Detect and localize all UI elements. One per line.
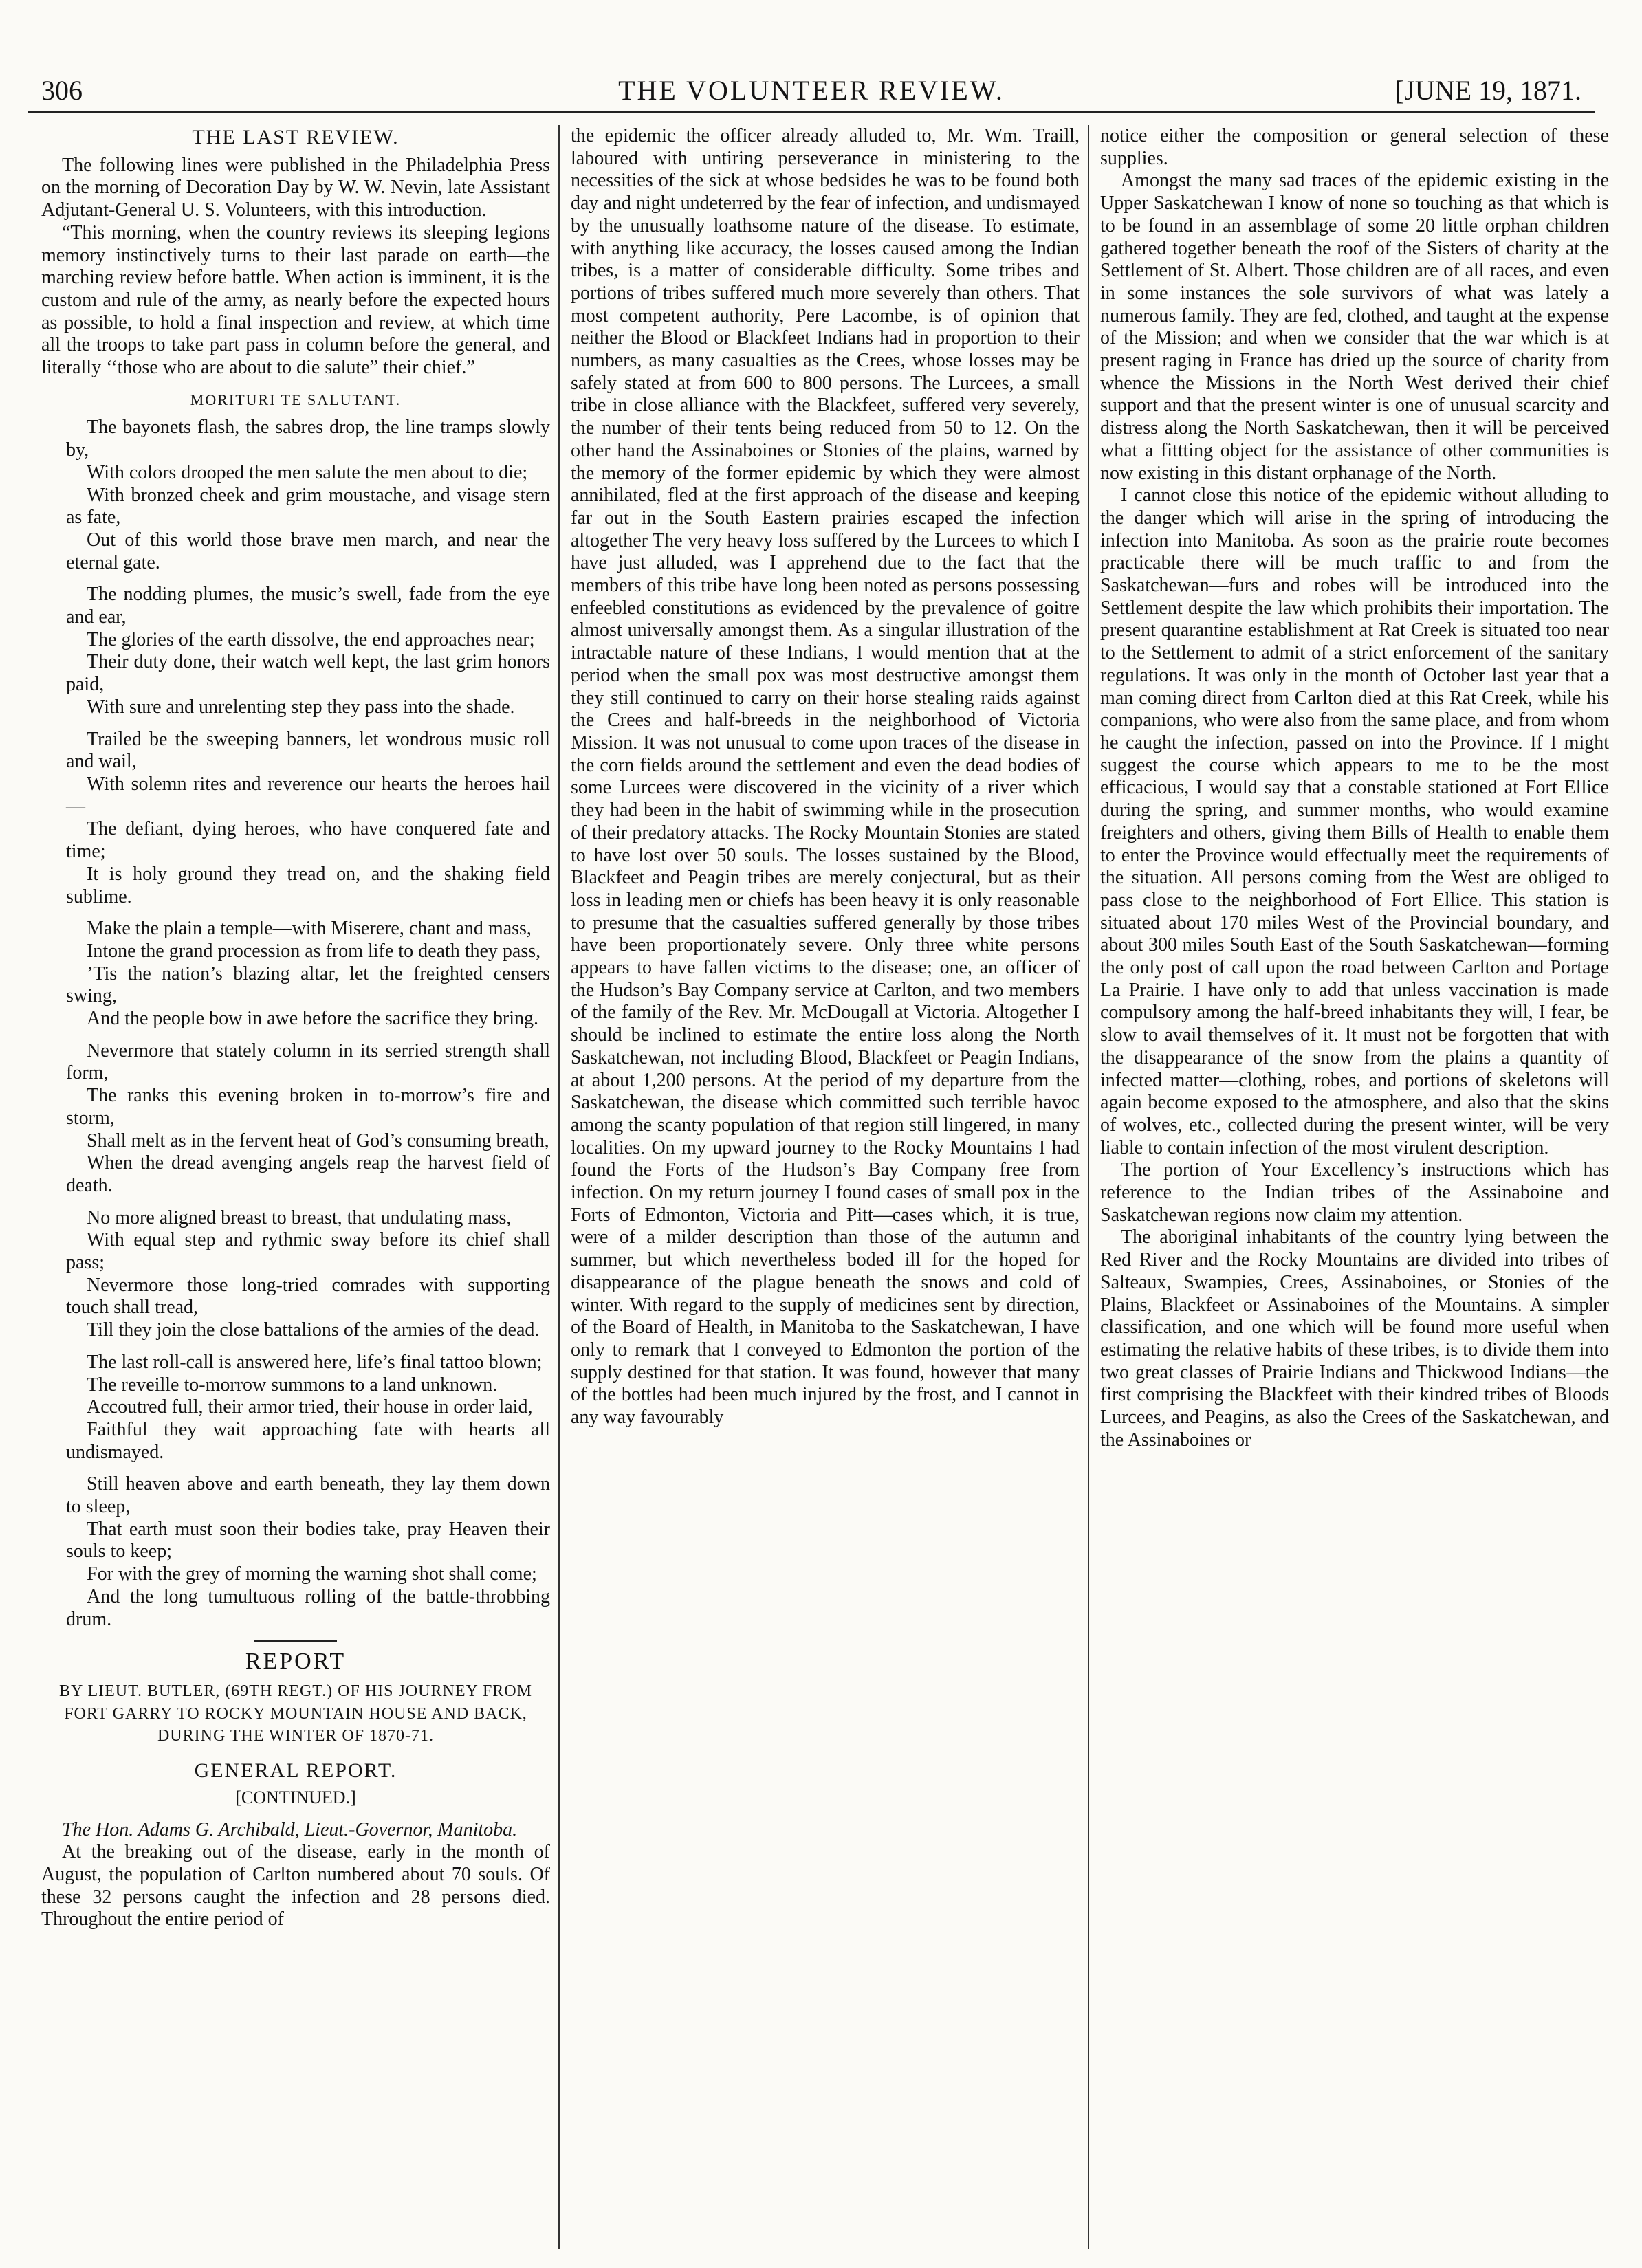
poem-line: It is holy ground they tread on, and the shaking field sublime. xyxy=(66,863,550,907)
poem-line: Nevermore that stately column in its serried strength shall form, xyxy=(66,1039,550,1084)
report-paragraph: Amongst the many sad traces of the epidemic existing in the Upper Saskatchewan I know of none so touching as that which is to be found in an assemblage of some 20 little orphan children gathered together beneath the roof of the Sisters of charity at the Settlement of St. Albert. Those children are of all races, and even in some instances the sole survivors of what was lately a numerous family. They are fed, clothed, and taught at the expense of the Mission; and when we consider that the war which is at present raging in France has dried up the source of charity from whence the Missions in the North West derived their chief support and that the present winter is one of unusual scarcity and distress along the North Saskatchewan, then it will be perceived what a fittting object for the assistance of other communities is now existing in this distant orphanage of the North. xyxy=(1100,170,1609,484)
poem-line: For with the grey of morning the warning shot shall come; xyxy=(87,1563,537,1585)
poem-line: Accoutred full, their armor tried, their house in order laid, xyxy=(87,1396,533,1418)
poem-stanza xyxy=(41,1040,550,1198)
column-2 xyxy=(571,125,1080,1429)
poem-line: And the people bow in awe before the sacrifice they bring. xyxy=(87,1008,538,1030)
poem-line: When the dread avenging angels reap the harvest field of death. xyxy=(66,1152,550,1196)
intro-paragraph: The following lines were published in the Philadelphia Press on the morning of Decoration Day by W. W. Nevin, late Assistant Adjutant-General U. S. Volunteers, with this introduction. xyxy=(41,154,550,221)
masthead-title: THE VOLUNTEER REVIEW. xyxy=(618,75,1005,106)
addressee: The Hon. Adams G. Archibald, Lieut.-Governor, Manitoba. xyxy=(62,1818,518,1840)
column-divider xyxy=(558,125,560,2249)
poem-line: The last roll-call is answered here, life’s final tattoo blown; xyxy=(87,1351,543,1373)
report-paragraph: At the breaking out of the disease, early in the month of August, the population of Carlton numbered about 70 souls. Of these 32 persons caught the infection and 28 persons died. Throughout the entire period of xyxy=(41,1841,550,1930)
poem-line: The defiant, dying heroes, who have conquered fate and time; xyxy=(66,818,550,863)
poem-line: With sure and unrelenting step they pass into the shade. xyxy=(87,696,515,718)
poem-line: Till they join the close battalions of the armies of the dead. xyxy=(87,1319,540,1341)
poem-line: The reveille to-morrow summons to a land unknown. xyxy=(87,1374,498,1396)
poem-line: The bayonets flash, the sabres drop, the line tramps slowly by, xyxy=(66,417,550,461)
report-subtitle: BY LIEUT. BUTLER, (69TH REGT.) OF HIS JOURNEY FROM FORT GARRY TO ROCKY MOUNTAIN HOUSE AND BACK, DURING THE WINTER OF 1870-71. xyxy=(59,1682,532,1746)
poem-line: With colors drooped the men salute the men about to die; xyxy=(87,461,528,483)
poem-line: And the long tumultuous rolling of the battle-throbbing drum. xyxy=(66,1585,550,1630)
issue-date: [JUNE 19, 1871. xyxy=(1394,75,1581,106)
poem-line: The glories of the earth dissolve, the end approaches near; xyxy=(87,628,535,650)
poem-stanza xyxy=(41,1473,550,1631)
poem-line: Make the plain a temple—with Miserere, chant and mass, xyxy=(87,918,532,940)
poem-line: Their duty done, their watch well kept, the last grim honors paid, xyxy=(66,651,550,696)
poem-line: With bronzed cheek and grim moustache, and visage stern as fate, xyxy=(66,484,550,529)
newspaper-page xyxy=(28,0,1609,2268)
quote-paragraph: “This morning, when the country reviews its sleeping legions memory instinctively turns to their last parade on earth—the marching review before battle. When action is imminent, it is the custom and rule of the army, as nearly before the expected hours as possible, to hold a final inspection and review, at which time all the troops to take part pass in column before the general, and literally ‘‘those who are about to die salute” their chief.” xyxy=(41,221,550,379)
poem-stanza xyxy=(41,584,550,718)
poem-line: Intone the grand procession as from life to death they pass, xyxy=(87,940,541,962)
report-paragraph: The portion of Your Excellency’s instructions which has reference to the Indian tribes of the Assinaboine and Saskatchewan regions now claim my attention. xyxy=(1100,1159,1609,1226)
poem-stanza xyxy=(41,417,550,574)
poem-line: Faithful they wait approaching fate with hearts all undismayed. xyxy=(66,1418,550,1463)
poem-line: The nodding plumes, the music’s swell, fade from the eye and ear, xyxy=(66,584,550,628)
column-1 xyxy=(41,125,550,1931)
article-heading: THE LAST REVIEW. xyxy=(192,126,399,148)
poem-line: No more aligned breast to breast, that undulating mass, xyxy=(87,1207,512,1229)
poem-line: Trailed be the sweeping banners, let wondrous music roll and wail, xyxy=(66,728,550,773)
poem-line: Out of this world those brave men march, and near the eternal gate. xyxy=(66,529,550,573)
report-paragraph: I cannot close this notice of the epidemic without alluding to the danger which will arise in the spring of introducing the infection into Manitoba. As soon as the prairie route becomes practicable there will be much traffic to and from the Saskatchewan—furs and robes will be introduced into the Settlement despite the law which prohibits their importation. The present quarantine establishment at Rat Creek is situated too near to the Settlement to admit of a strict enforcement of the sanitary regulations. It was only in the month of October last year that a man coming direct from Carlton died at this Rat Creek, while his companions, who were also from the same place, and from whom he caught the infection, passed on into the Province. If I might suggest the course which appears to me to be the most efficacious, I would say that a constable stationed at Fort Ellice during the spring, and summer months, who would examine freighters and others, giving them Bills of Health to enable them to enter the Province would effectually meet the requirements of the situation. All persons coming from the West are obliged to pass close to the neighborhood of Fort Ellice. This station is situated about 170 miles West of the Provincial boundary, and about 300 miles South East of the South Saskatchewan—forming the only post of call upon the road between Carlton and Portage La Prairie. I have only to add that unless vaccination is made compulsory among the half-breed inhabitants they will, I fear, be slow to avail themselves of it. It must not be forgotten that with the disappearance of the snow from the plains a quantity of infected matter—clothing, robes, and portions of skeletons will again become exposed to the atmosphere, and also that the skins of wolves, etc., collected during the present winter, will be very liable to contain infection of the most virulent description. xyxy=(1100,485,1609,1158)
column-3 xyxy=(1100,125,1609,1451)
poem-line: Nevermore those long-tried comrades with supporting touch shall tread, xyxy=(66,1274,550,1319)
poem xyxy=(41,417,550,1631)
poem-line: With equal step and rythmic sway before its chief shall pass; xyxy=(66,1229,550,1274)
poem-line: ’Tis the nation’s blazing altar, let the freighted censers swing, xyxy=(66,962,550,1007)
section-divider xyxy=(254,1640,337,1642)
report-title: REPORT xyxy=(245,1649,347,1675)
poem-stanza xyxy=(41,729,550,909)
poem-line: That earth must soon their bodies take, pray Heaven their souls to keep; xyxy=(66,1518,550,1563)
continued-label: [CONTINUED.] xyxy=(235,1787,356,1807)
poem-line: Still heaven above and earth beneath, they lay them down to sleep, xyxy=(66,1473,550,1518)
report-paragraph: notice either the composition or general selection of these supplies. xyxy=(1100,125,1609,169)
poem-line: Shall melt as in the fervent heat of God’s consuming breath, xyxy=(87,1130,549,1152)
poem-line: With solemn rites and reverence our hearts the heroes hail— xyxy=(66,773,550,817)
poem-stanza xyxy=(41,1352,550,1464)
general-report-heading: GENERAL REPORT. xyxy=(194,1759,397,1783)
report-paragraph: the epidemic the officer already alluded to, Mr. Wm. Traill, laboured with untiring perseverance in ministering to the necessities of the sick at whose bedsides he was to be found both day and night undeterred by the fear of infection, and undismayed by the unusually loathsome nature of the disease. To estimate, with anything like accuracy, the losses caused among the Indian tribes, is a matter of considerable difficulty. Some tribes and portions of tribes suffered much more severely than others. That most competent authority, Pere Lacombe, is of opinion that neither the Blood or Blackfeet Indians had in proportion to their numbers, as many casualties as the Crees, whose losses may be safely stated at from 600 to 800 persons. The Lurcees, a small tribe in close alliance with the Blackfeet, suffered very severely, the number of their tents being reduced from 50 to 12. On the other hand the Assinaboines or Stonies of the plains, warned by the memory of the former epidemic by which they were almost annihilated, fled at the first approach of the disease and keeping far out in the South Eastern prairies escaped the infection altogether The very heavy loss suffered by the Lurcees to which I have just alluded, was I apprehend due to the fact that the members of this tribe have long been noted as persons possessing enfeebled constitutions as evidenced by the prevalence of goitre almost universally amongst them. As a singular illustration of the intractable nature of these Indians, I would mention that at the period when the small pox was most destructive amongst them they still continued to carry on their horse stealing raids against the Crees and half-breeds in the neighborhood of Victoria Mission. It was not unusual to come upon traces of the disease in the corn fields around the settlement and even the dead bodies of some Lurcees were discovered in the vicinity of a river which they had been in the habit of swimming while in the prosecution of their predatory attacks. The Rocky Mountain Stonies are stated to have lost over 50 souls. The losses sustained by the Blood, Blackfeet and Peagin tribes are merely conjectural, but as their loss in leading men or chiefs has been heavy it is only reasonable to presume that the casualties suffered generally by those tribes have been proportionately severe. Only three white persons appears to have fallen victims to the disease; one, an officer of the Hudson’s Bay Company service at Carlton, and two members of the family of the Rev. Mr. McDougall at Victoria. Altogether I should be inclined to estimate the entire loss along the North Saskatchewan, not including Blood, Blackfeet or Peagin Indians, at about 1,200 persons. At the period of my departure from the Saskatchewan, the disease which committed such terrible havoc among the scanty population of that region still lingered, in many localities. On my upward journey to the Rocky Mountains I had found the Forts of the Hudson’s Bay Company free from infection. On my return journey I found cases of small pox in the Forts of Edmonton, Victoria and Pitt—cases which, it is true, were of a milder description than those of the autumn and summer, but which nevertheless boded ill for the hoped for disappearance of the plague beneath the snows and cold of winter. With regard to the supply of medicines sent by direction, of the Board of Health, in Manitoba to the Saskatchewan, I have only to remark that I conveyed to Edmonton the portion of the supply destined for that station. It was found, however that many of the bottles had been much injured by the frost, and I cannot in any way favourably xyxy=(571,125,1080,1429)
poem-line: The ranks this evening broken in to-morrow’s fire and storm, xyxy=(66,1085,550,1129)
page-number: 306 xyxy=(41,75,83,106)
report-paragraph: The aboriginal inhabitants of the country lying between the Red River and the Rocky Mountains are divided into tribes of Salteaux, Swampies, Crees, Assinaboines, or Stonies of the Plains, Blackfeet or Assinaboines of the Mountains. A simpler classification, and one which will be found more useful when estimating the relative habits of these tribes, is to divide them into two great classes of Prairie Indians and Thickwood Indians—the first comprising the Blackfeet with their kindred tribes of Bloods Lurcees, and Peagins, as also the Crees of the Saskatchewan, and the Assinaboines or xyxy=(1100,1226,1609,1451)
poem-stanza xyxy=(41,918,550,1031)
page-header xyxy=(28,69,1595,113)
poem-title: MORITURI TE SALUTANT. xyxy=(190,390,402,408)
poem-stanza xyxy=(41,1207,550,1342)
column-divider xyxy=(1088,125,1089,2249)
